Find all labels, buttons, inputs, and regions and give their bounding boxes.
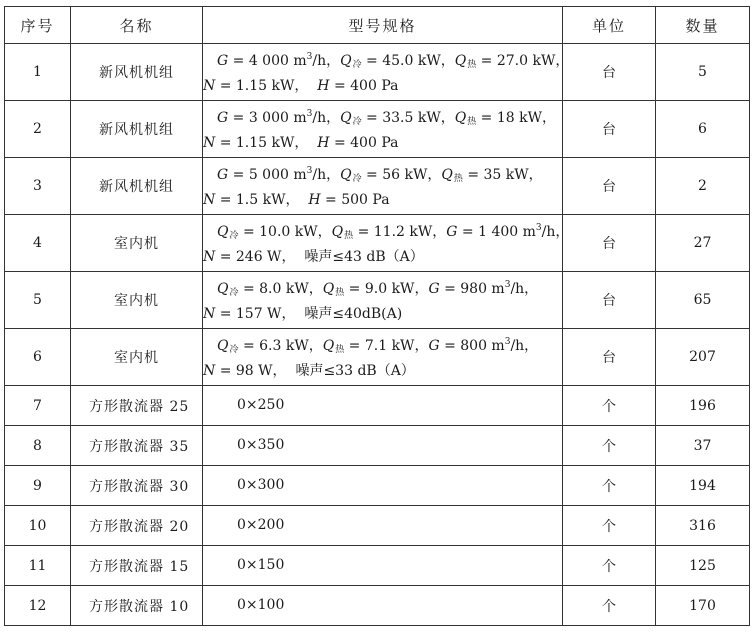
spec-var: Q	[340, 110, 352, 126]
spec-var: H	[317, 78, 330, 94]
spec-text: = 980 m	[439, 281, 505, 297]
row-index: 11	[5, 546, 71, 586]
spec-var: G	[428, 338, 440, 354]
spec-var: Q	[217, 338, 229, 354]
row-name: 室内机	[71, 215, 203, 272]
table-row	[5, 466, 750, 506]
spec-text: = 33.5 kW，	[361, 110, 455, 126]
row-name: 新风机机组	[71, 101, 203, 158]
spec-line-2	[203, 361, 562, 382]
table-row	[5, 101, 750, 158]
row-quantity: 6	[656, 101, 750, 158]
spec-text: = 500 Pa	[320, 192, 390, 208]
row-name: 方形散流器 20	[71, 506, 203, 546]
table-row	[5, 158, 750, 215]
table-row	[5, 426, 750, 466]
spec-var: Q	[340, 53, 352, 69]
spec-text: = 1.15 kW，	[215, 135, 309, 151]
row-unit: 个	[563, 586, 656, 626]
row-name: 室内机	[71, 329, 203, 386]
row-unit: 个	[563, 506, 656, 546]
spec-line-1	[203, 332, 562, 361]
row-unit: 个	[563, 466, 656, 506]
row-unit: 个	[563, 426, 656, 466]
spec-var: N	[203, 192, 216, 208]
spec-var: G	[217, 110, 229, 126]
spec-sub: 冷	[352, 117, 362, 127]
row-unit: 台	[563, 44, 656, 101]
spec-exp: 3	[306, 166, 313, 176]
spec-text: = 6.3 kW，	[238, 338, 323, 354]
row-quantity: 27	[656, 215, 750, 272]
row-unit: 台	[563, 101, 656, 158]
row-quantity: 170	[656, 586, 750, 626]
spec-text: = 18 kW，	[476, 110, 557, 126]
spec-text: = 4 000 m	[228, 53, 307, 69]
spec-var: N	[203, 78, 216, 94]
spec-line-2	[203, 190, 562, 211]
spec-var: G	[428, 281, 440, 297]
spec-var: G	[446, 224, 458, 240]
spec-text: = 27.0 kW，	[476, 53, 570, 69]
row-index: 7	[5, 386, 71, 426]
spec-sub: 热	[335, 345, 345, 355]
row-name: 新风机机组	[71, 158, 203, 215]
spec-text: = 400 Pa	[329, 78, 399, 94]
spec-sub: 热	[335, 288, 345, 298]
row-quantity: 37	[656, 426, 750, 466]
spec-sub: 冷	[352, 174, 362, 184]
spec-var: H	[308, 192, 321, 208]
row-name: 方形散流器 10	[71, 586, 203, 626]
spec-text: = 10.0 kW，	[238, 224, 332, 240]
header-unit: 单位	[563, 7, 656, 44]
row-index: 12	[5, 586, 71, 626]
row-quantity: 316	[656, 506, 750, 546]
row-quantity: 207	[656, 329, 750, 386]
row-quantity: 2	[656, 158, 750, 215]
equipment-table	[4, 6, 750, 626]
spec-sub: 冷	[352, 60, 362, 70]
row-name: 方形散流器 15	[71, 546, 203, 586]
spec-text: = 11.2 kW，	[353, 224, 447, 240]
row-name: 新风机机组	[71, 44, 203, 101]
spec-noise: 噪声≤40dB(A)	[304, 306, 403, 322]
spec-sub: 热	[467, 117, 477, 127]
spec-var: H	[317, 135, 330, 151]
row-quantity: 196	[656, 386, 750, 426]
spec-var: Q	[454, 110, 467, 126]
spec-var: Q	[217, 224, 229, 240]
spec-exp: 3	[306, 109, 313, 119]
spec-var: N	[203, 249, 216, 265]
row-spec: 0×300	[203, 466, 563, 506]
spec-text: /h，	[312, 53, 341, 69]
spec-sub: 冷	[229, 345, 239, 355]
spec-line-1	[203, 104, 562, 133]
table-body	[5, 44, 750, 626]
spec-line-1	[203, 218, 570, 247]
spec-text: = 1 400 m	[457, 224, 536, 240]
row-unit: 台	[563, 272, 656, 329]
spec-line-2	[203, 76, 562, 97]
spec-exp: 3	[504, 337, 511, 347]
spec-text: = 246 W，	[215, 249, 296, 265]
table-row	[5, 272, 750, 329]
spec-text: = 9.0 kW，	[344, 281, 429, 297]
spec-text: = 400 Pa	[329, 135, 399, 151]
spec-text: = 56 kW，	[361, 167, 442, 183]
spec-var: Q	[322, 281, 335, 297]
spec-var: Q	[454, 53, 467, 69]
table-row	[5, 44, 750, 101]
row-spec: 0×150	[203, 546, 563, 586]
row-name: 方形散流器 35	[71, 426, 203, 466]
table-row	[5, 546, 750, 586]
spec-sub: 热	[467, 60, 477, 70]
spec-sub: 热	[453, 174, 463, 184]
row-spec: 0×200	[203, 506, 563, 546]
spec-text: /h，	[510, 338, 539, 354]
spec-text: = 800 m	[439, 338, 505, 354]
row-unit: 个	[563, 546, 656, 586]
spec-var: N	[203, 306, 216, 322]
spec-exp: 3	[535, 223, 542, 233]
spec-line-1	[203, 161, 562, 190]
header-name: 名称	[71, 7, 203, 44]
row-spec: 0×250	[203, 386, 563, 426]
spec-var: Q	[441, 167, 453, 183]
spec-exp: 3	[504, 280, 511, 290]
row-unit: 台	[563, 158, 656, 215]
row-index: 6	[5, 329, 71, 386]
spec-sub: 冷	[229, 288, 239, 298]
spec-text: = 3 000 m	[228, 110, 307, 126]
spec-var: Q	[331, 224, 344, 240]
row-spec: 0×100	[203, 586, 563, 626]
spec-line-2	[203, 304, 562, 325]
row-name: 方形散流器 25	[71, 386, 203, 426]
spec-var: G	[217, 167, 229, 183]
spec-text: /h，	[312, 110, 341, 126]
table-row	[5, 586, 750, 626]
spec-line-2	[203, 247, 562, 268]
spec-text: /h，	[312, 167, 341, 183]
spec-text: /h，	[510, 281, 539, 297]
row-index: 4	[5, 215, 71, 272]
spec-text: = 35 kW，	[462, 167, 543, 183]
row-spec	[203, 44, 570, 101]
row-quantity: 125	[656, 546, 750, 586]
table-row	[5, 506, 750, 546]
spec-var: Q	[322, 338, 335, 354]
row-unit: 台	[563, 329, 656, 386]
table-row	[5, 329, 750, 386]
row-index: 3	[5, 158, 71, 215]
spec-line-1	[203, 47, 570, 76]
header-quantity: 数量	[656, 7, 750, 44]
row-quantity: 65	[656, 272, 750, 329]
row-spec: 0×350	[203, 426, 563, 466]
spec-text: = 157 W，	[215, 306, 296, 322]
row-spec	[203, 101, 563, 158]
spec-var: N	[203, 363, 216, 379]
table-header	[5, 7, 750, 44]
table-row	[5, 215, 750, 272]
spec-sub: 热	[344, 231, 354, 241]
spec-text: = 98 W，	[215, 363, 287, 379]
spec-text: = 5 000 m	[228, 167, 307, 183]
spec-noise: 噪声≤43 dB（A）	[304, 249, 424, 265]
row-index: 1	[5, 44, 71, 101]
spec-var: G	[217, 53, 229, 69]
spec-text: = 7.1 kW，	[344, 338, 429, 354]
header-index: 序号	[5, 7, 71, 44]
table-row	[5, 386, 750, 426]
spec-text: = 45.0 kW，	[361, 53, 455, 69]
spec-var: Q	[217, 281, 229, 297]
header-row	[5, 7, 750, 44]
spec-sub: 冷	[229, 231, 239, 241]
row-spec	[203, 329, 563, 386]
row-quantity: 5	[656, 44, 750, 101]
row-index: 9	[5, 466, 71, 506]
row-unit: 台	[563, 215, 656, 272]
row-index: 8	[5, 426, 71, 466]
row-index: 2	[5, 101, 71, 158]
spec-noise: 噪声≤33 dB（A）	[295, 363, 415, 379]
row-index: 5	[5, 272, 71, 329]
row-quantity: 194	[656, 466, 750, 506]
row-name: 方形散流器 30	[71, 466, 203, 506]
spec-var: Q	[340, 167, 352, 183]
spec-line-1	[203, 275, 562, 304]
spec-text: = 1.15 kW，	[215, 78, 309, 94]
row-unit: 个	[563, 386, 656, 426]
row-spec	[203, 158, 563, 215]
header-spec: 型号规格	[203, 7, 563, 44]
row-spec	[203, 272, 563, 329]
spec-text: = 8.0 kW，	[238, 281, 323, 297]
spec-line-2	[203, 133, 562, 154]
spec-text: /h，	[541, 224, 570, 240]
row-name: 室内机	[71, 272, 203, 329]
row-spec	[203, 215, 570, 272]
spec-exp: 3	[306, 52, 313, 62]
row-index: 10	[5, 506, 71, 546]
spec-text: = 1.5 kW，	[215, 192, 300, 208]
spec-var: N	[203, 135, 216, 151]
